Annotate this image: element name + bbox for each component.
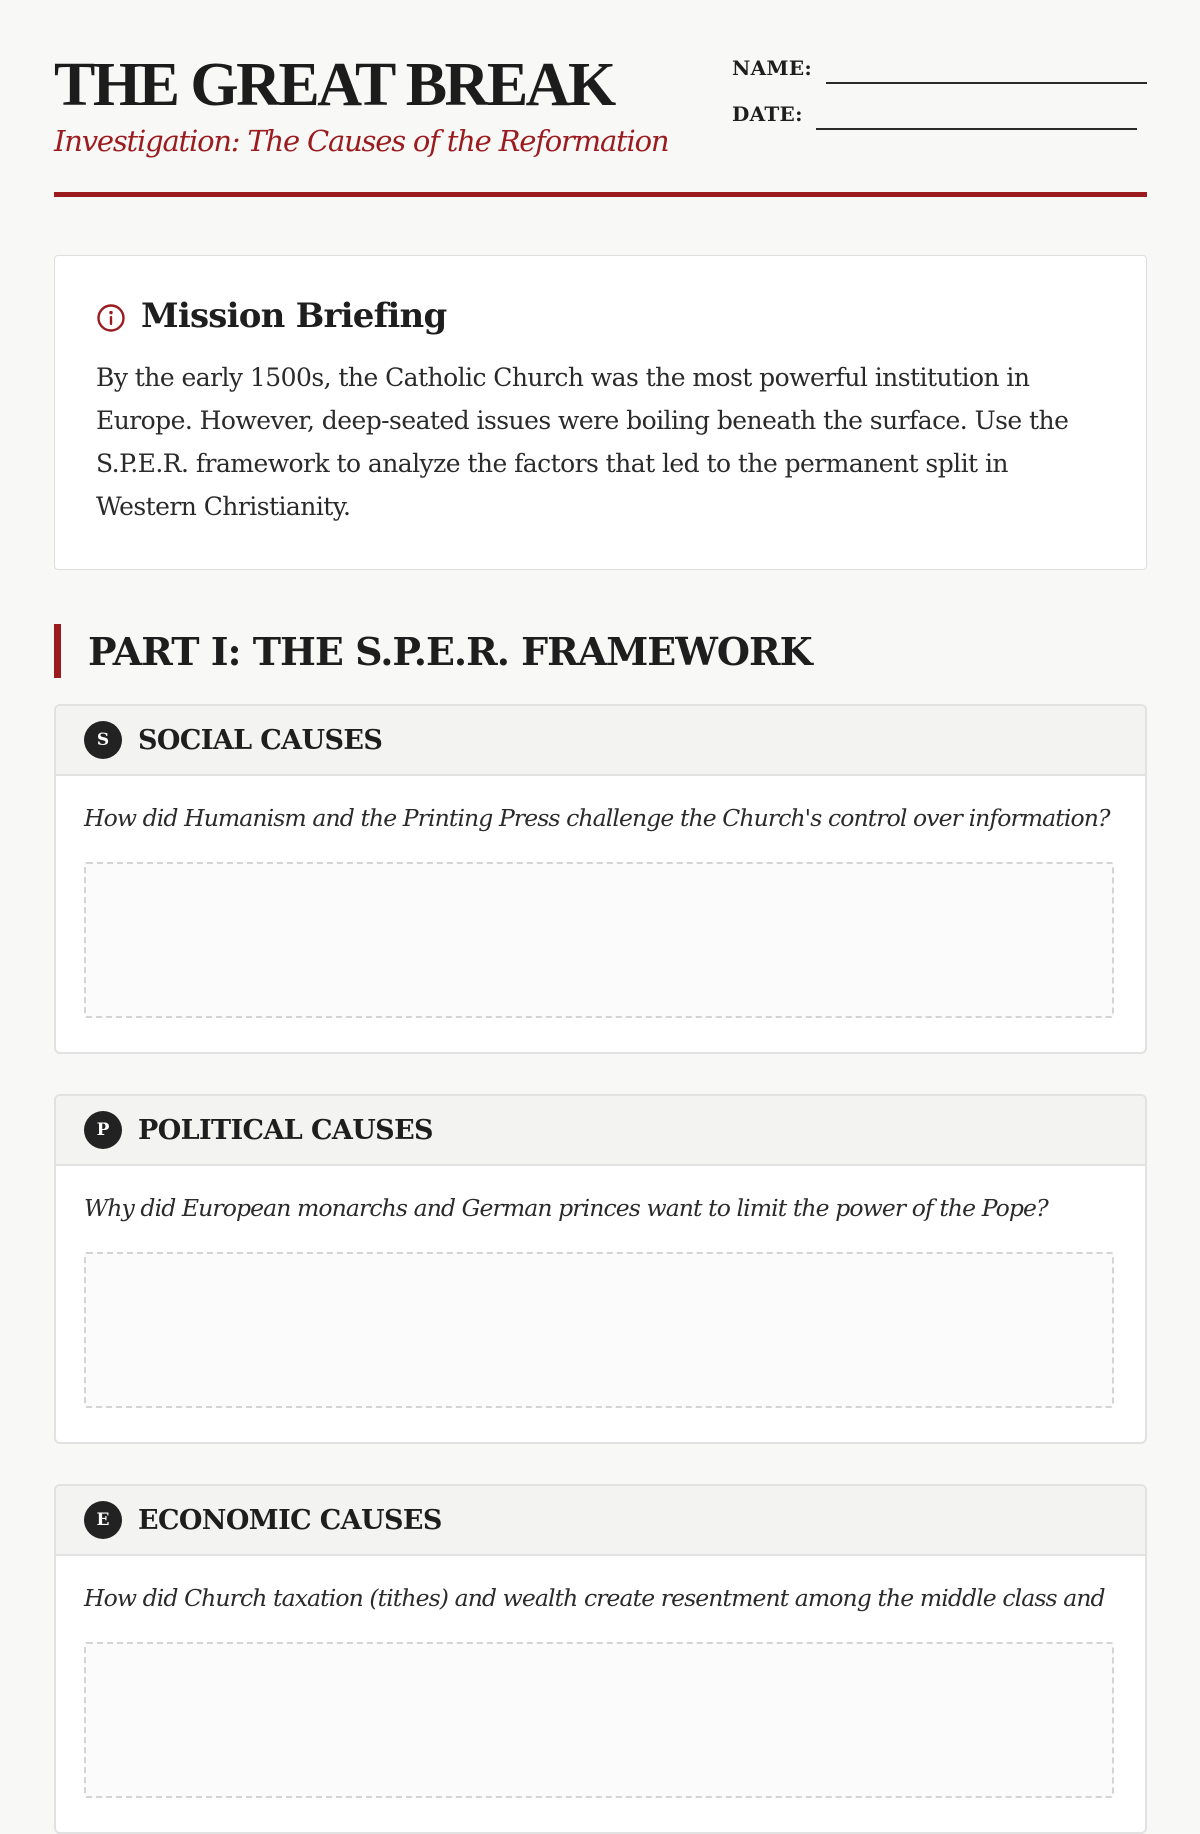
name-label: NAME:: [732, 56, 813, 80]
card-title: ECONOMIC CAUSES: [138, 1504, 442, 1536]
date-label: DATE:: [732, 102, 803, 126]
letter-badge: E: [84, 1501, 122, 1539]
card-header: [56, 706, 1145, 776]
part-heading: [54, 624, 812, 678]
question-text: Why did European monarchs and German princes want to limit the power of the Pope?: [84, 1194, 1048, 1222]
mission-briefing-box: [54, 255, 1147, 570]
political-causes-card: [54, 1094, 1147, 1444]
part-accent-bar: [54, 624, 61, 678]
part-title: PART I: THE S.P.E.R. FRAMEWORK: [88, 628, 812, 674]
name-field[interactable]: [826, 82, 1147, 84]
student-info: [732, 56, 1147, 148]
economic-causes-card: [54, 1484, 1147, 1834]
card-title: SOCIAL CAUSES: [138, 724, 383, 756]
header-divider: [54, 192, 1147, 197]
question-text: How did Church taxation (tithes) and wealth create resentment among the middle class and: [84, 1584, 1105, 1612]
card-header: [56, 1096, 1145, 1166]
briefing-header: [96, 296, 446, 336]
answer-box[interactable]: [84, 1642, 1114, 1798]
answer-box[interactable]: [84, 862, 1114, 1018]
letter-badge: S: [84, 721, 122, 759]
question-text: How did Humanism and the Printing Press challenge the Church's control over information?: [84, 804, 1110, 832]
card-header: [56, 1486, 1145, 1556]
card-title: POLITICAL CAUSES: [138, 1114, 433, 1146]
date-field[interactable]: [816, 128, 1137, 130]
letter-badge: P: [84, 1111, 122, 1149]
answer-box[interactable]: [84, 1252, 1114, 1408]
name-row: [732, 56, 1147, 102]
worksheet-subtitle: Investigation: The Causes of the Reformation: [54, 124, 669, 158]
info-icon: [96, 303, 126, 333]
briefing-title: Mission Briefing: [141, 296, 447, 336]
briefing-text: By the early 1500s, the Catholic Church was the most powerful institution in Europe. However, deep-seated issues were boiling beneath the surface. Use the S.P.E.R. framework to analyze the factors that led to the permanent split in Western Christianity.: [96, 363, 1069, 521]
social-causes-card: [54, 704, 1147, 1054]
worksheet-page: [54, 0, 1147, 1612]
date-row: [732, 102, 1147, 148]
worksheet-title: THE GREAT BREAK: [54, 51, 614, 119]
